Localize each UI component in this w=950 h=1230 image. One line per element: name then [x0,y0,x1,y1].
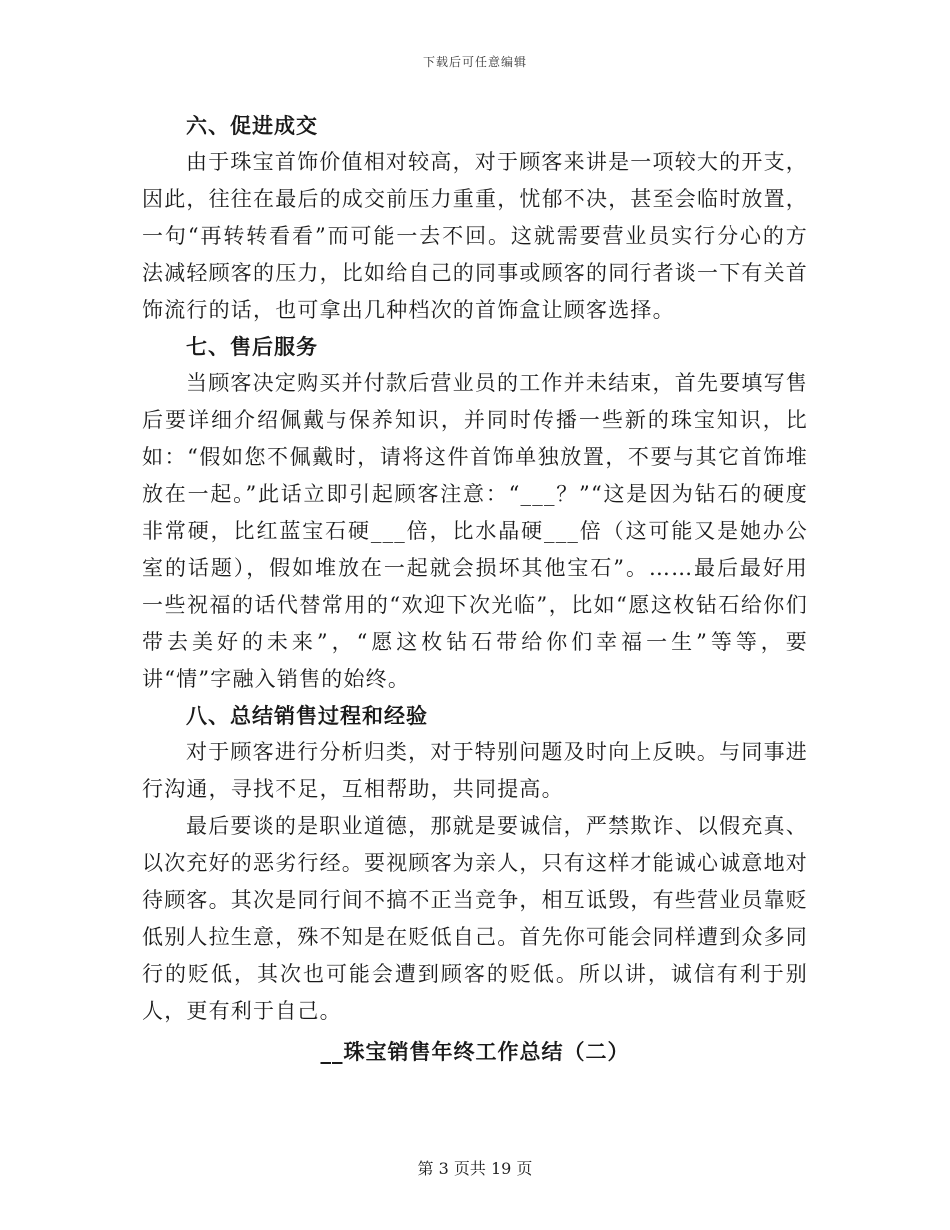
document-body [142,108,808,1070]
section-8-paragraph-1: 对于顾客进行分析归类，对于特别问题及时向上反映。与同事进行沟通，寻找不足，互相帮助，共同提高。 [142,740,808,801]
section-heading-7: 七、售后服务 [186,334,318,359]
section-heading-6: 六、促进成交 [186,113,318,138]
page-header: 下载后可任意编辑 [422,55,527,69]
section-6-paragraph-1: 由于珠宝首饰价值相对较高，对于顾客来讲是一项较大的开支，因此，往往在最后的成交前压力重重，忧郁不决，甚至会临时放置，一句“再转转看看”而可能一去不回。这就需要营业员实行分心的方法减轻顾客的压力，比如给自己的同事或顾客的同行者谈一下有关首饰流行的话，也可拿出几种档次的首饰盒让顾客选择。 [142,150,808,322]
page-footer: 第 3 页共 19 页 [417,1159,533,1178]
section-8-paragraph-2: 最后要谈的是职业道德，那就是要诚信，严禁欺诈、以假充真、以次充好的恶劣行经。要视顾客为亲人，只有这样才能诚心诚意地对待顾客。其次是同行间不搞不正当竞争，相互诋毁，有些营业员靠贬低别人拉生意，殊不知是在贬低自己。首先你可能会同样遭到众多同行的贬低，其次也可能会遭到顾客的贬低。所以讲，诚信有利于别人，更有利于自己。 [142,814,808,1023]
section-7-paragraph-1: 当顾客决定购买并付款后营业员的工作并未结束，首先要填写售后要详细介绍佩戴与保养知识，并同时传播一些新的珠宝知识，比如：“假如您不佩戴时，请将这件首饰单独放置，不要与其它首饰堆放在一起。”此话立即引起顾客注意：“___？”“这是因为钻石的硬度非常硬，比红蓝宝石硬___倍，比水晶硬___倍（这可能又是她办公室的话题），假如堆放在一起就会损坏其他宝石”。……最后最好用一些祝福的话代替常用的“欢迎下次光临”，比如“愿这枚钻石给你们带去美好的未来”，“愿这枚钻石带给你们幸福一生”等等，要讲“情”字融入销售的始终。 [142,371,808,691]
next-section-title: __珠宝销售年终工作总结（二） [320,1039,630,1064]
section-heading-8: 八、总结销售过程和经验 [186,703,428,728]
